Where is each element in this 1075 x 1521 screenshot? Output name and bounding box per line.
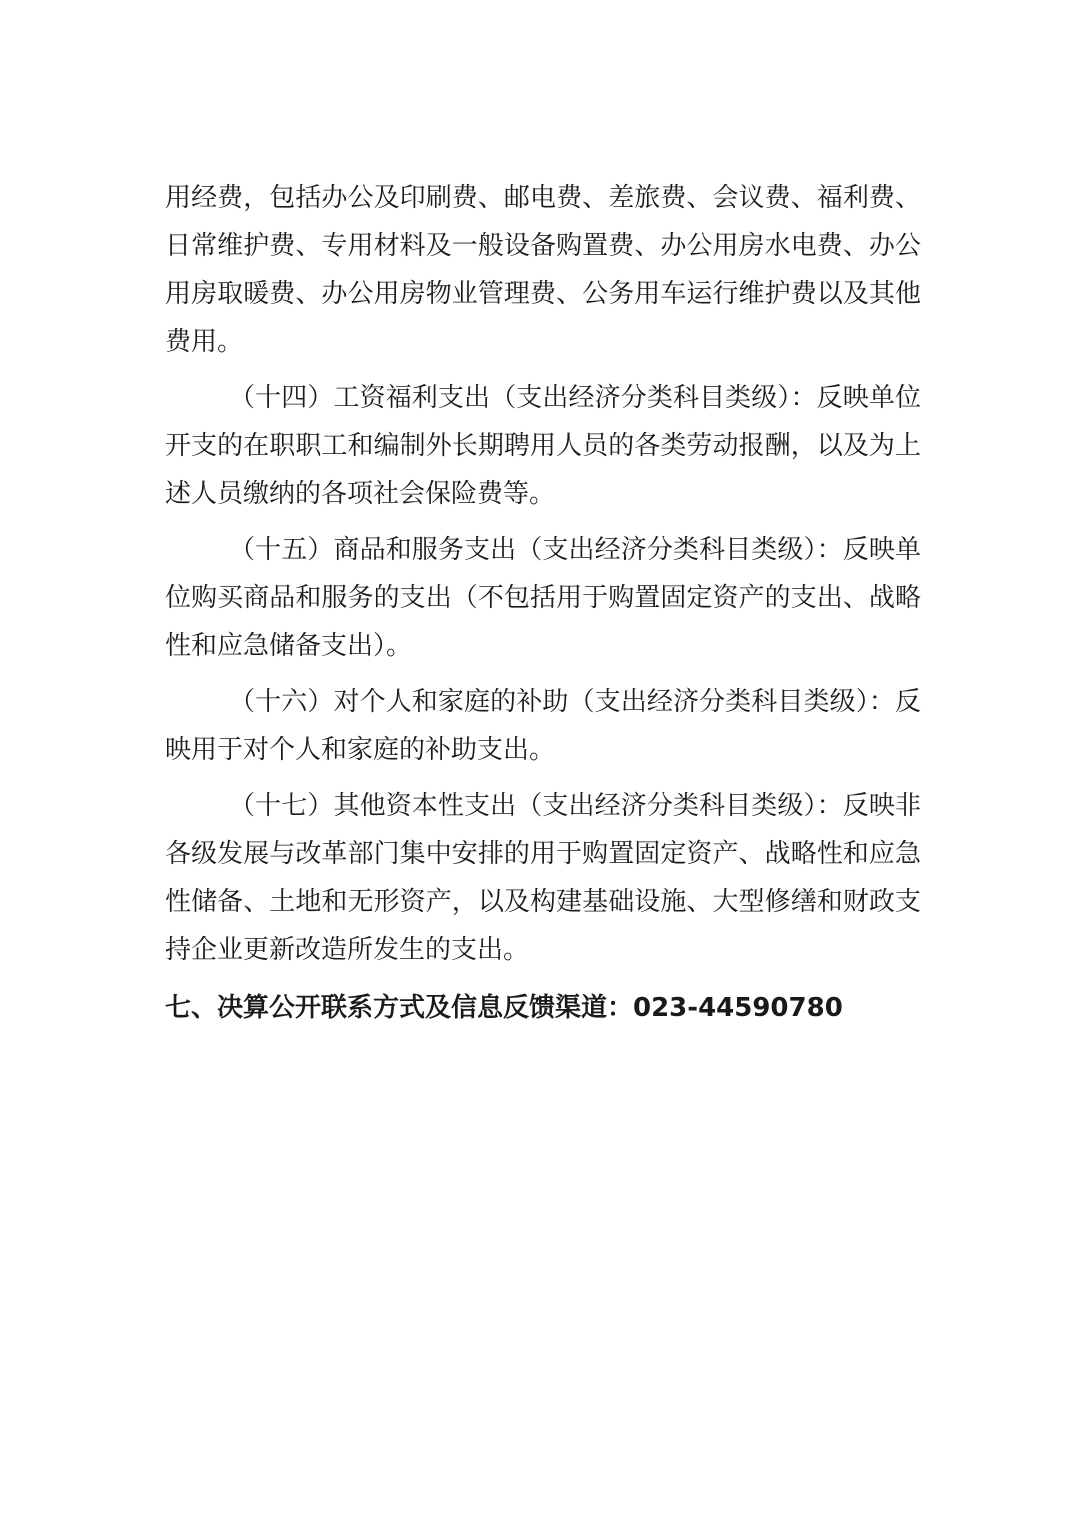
- document-body: [165, 174, 921, 1032]
- paragraph-continued-expenses: 用经费，包括办公及印刷费、邮电费、差旅费、会议费、福利费、日常维护费、专用材料及一般设备购置费、办公用房水电费、办公用房取暖费、办公用房物业管理费、公务用车运行维护费以及其他费用。: [165, 183, 921, 357]
- paragraph-item-15-goods-services: （十五）商品和服务支出（支出经济分类科目类级）：反映单位购买商品和服务的支出（不包括用于购置固定资产的支出、战略性和应急储备支出）。: [165, 535, 921, 661]
- paragraph-item-17-other-capital: （十七）其他资本性支出（支出经济分类科目类级）：反映非各级发展与改革部门集中安排的用于购置固定资产、战略性和应急性储备、土地和无形资产，以及构建基础设施、大型修缮和财政支持企业更新改造所发生的支出。: [165, 791, 921, 965]
- paragraph-item-14-wages-welfare: （十四）工资福利支出（支出经济分类科目类级）：反映单位开支的在职职工和编制外长期聘用人员的各类劳动报酬，以及为上述人员缴纳的各项社会保险费等。: [165, 383, 921, 509]
- section-heading-contact: 七、决算公开联系方式及信息反馈渠道：023-44590780: [165, 993, 843, 1023]
- paragraph-item-16-household-subsidy: （十六）对个人和家庭的补助（支出经济分类科目类级）：反映用于对个人和家庭的补助支出。: [165, 687, 921, 765]
